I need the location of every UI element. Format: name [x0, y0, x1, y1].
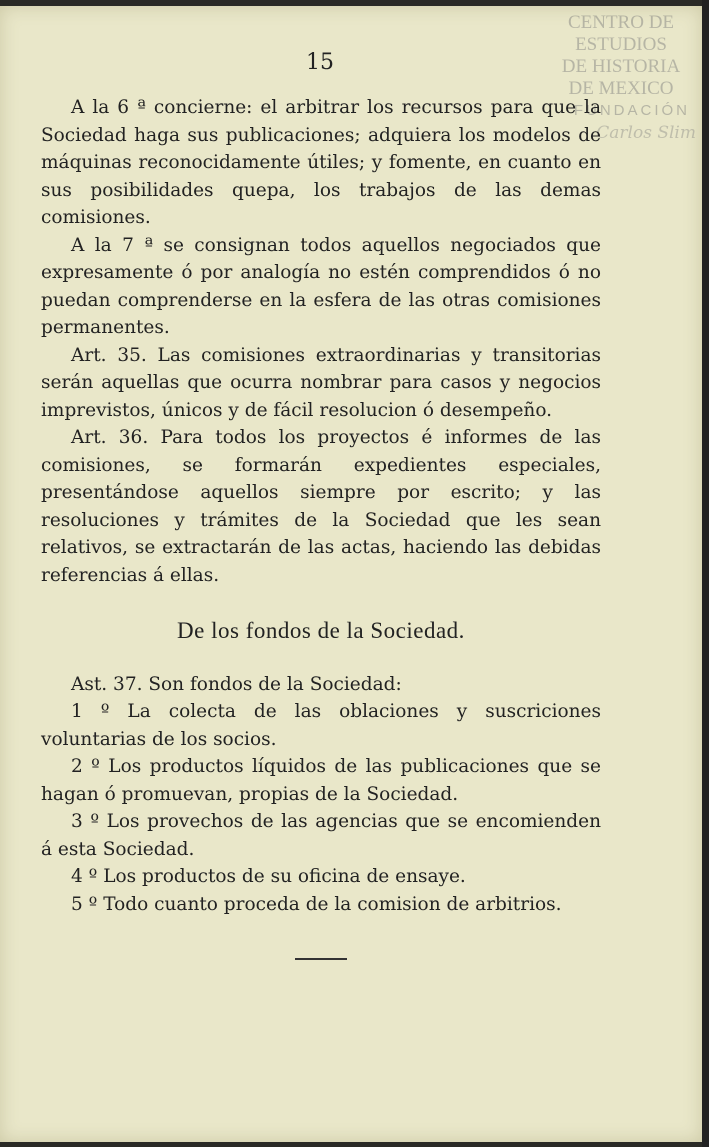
paragraph: Art. 35. Las comisiones extraordinarias y transitorias serán aquellas que ocurra nombrar para casos y negocios imprevistos, únicos y de fácil resolucion ó desempeño.: [41, 344, 601, 421]
page-number: 15: [306, 50, 334, 75]
watermark-line: FUNDACIÓN: [573, 102, 690, 119]
watermark-line: DE MEXICO: [568, 78, 674, 99]
watermark-signature: Carlos Slim: [596, 123, 696, 143]
book-page: [0, 6, 702, 1142]
list-item: 2 º Los productos líquidos de las publicaciones que se hagan ó promuevan, propias de la Sociedad.: [41, 756, 601, 805]
list-item: 4 º Los productos de su oficina de ensaye.: [71, 866, 466, 887]
scan-edge: [702, 0, 709, 1147]
list-item: 1 º La colecta de las oblaciones y suscriciones voluntarias de los socios.: [41, 701, 601, 750]
section-heading: De los fondos de la Sociedad.: [177, 618, 465, 643]
closing-rule: [295, 958, 347, 960]
paragraph: A la 6 ª concierne: el arbitrar los recursos para que la Sociedad haga sus publicaciones; adquiera los modelos de máquinas reconocidamente útiles; y fomente, en cuanto en sus posibilidades quepa, los trabajos de las demas comisiones.: [41, 97, 601, 228]
list-item: 3 º Los provechos de las agencias que se encomienden á esta Sociedad.: [41, 811, 601, 860]
watermark-line: CENTRO DE: [567, 12, 675, 33]
watermark-line: ESTUDIOS: [575, 34, 667, 55]
watermark-line: DE HISTORIA: [561, 56, 681, 77]
page-body: [41, 94, 601, 960]
paragraph: A la 7 ª se consignan todos aquellos negociados que expresamente ó por analogía no estén comprendidos ó no puedan comprenderse en la esfera de las otras comisiones permanentes.: [41, 234, 601, 338]
paragraph: Art. 36. Para todos los proyectos é informes de las comisiones, se formarán expedientes especiales, presentándose aquellos siempre por escrito; y las resoluciones y trámites de la Sociedad que les sean relativos, se extractarán de las actas, haciendo las debidas referencias á ellas.: [41, 427, 601, 586]
list-item: 5 º Todo cuanto proceda de la comision de arbitrios.: [71, 893, 562, 915]
article-paragraph: Ast. 37. Son fondos de la Sociedad:: [71, 673, 402, 695]
